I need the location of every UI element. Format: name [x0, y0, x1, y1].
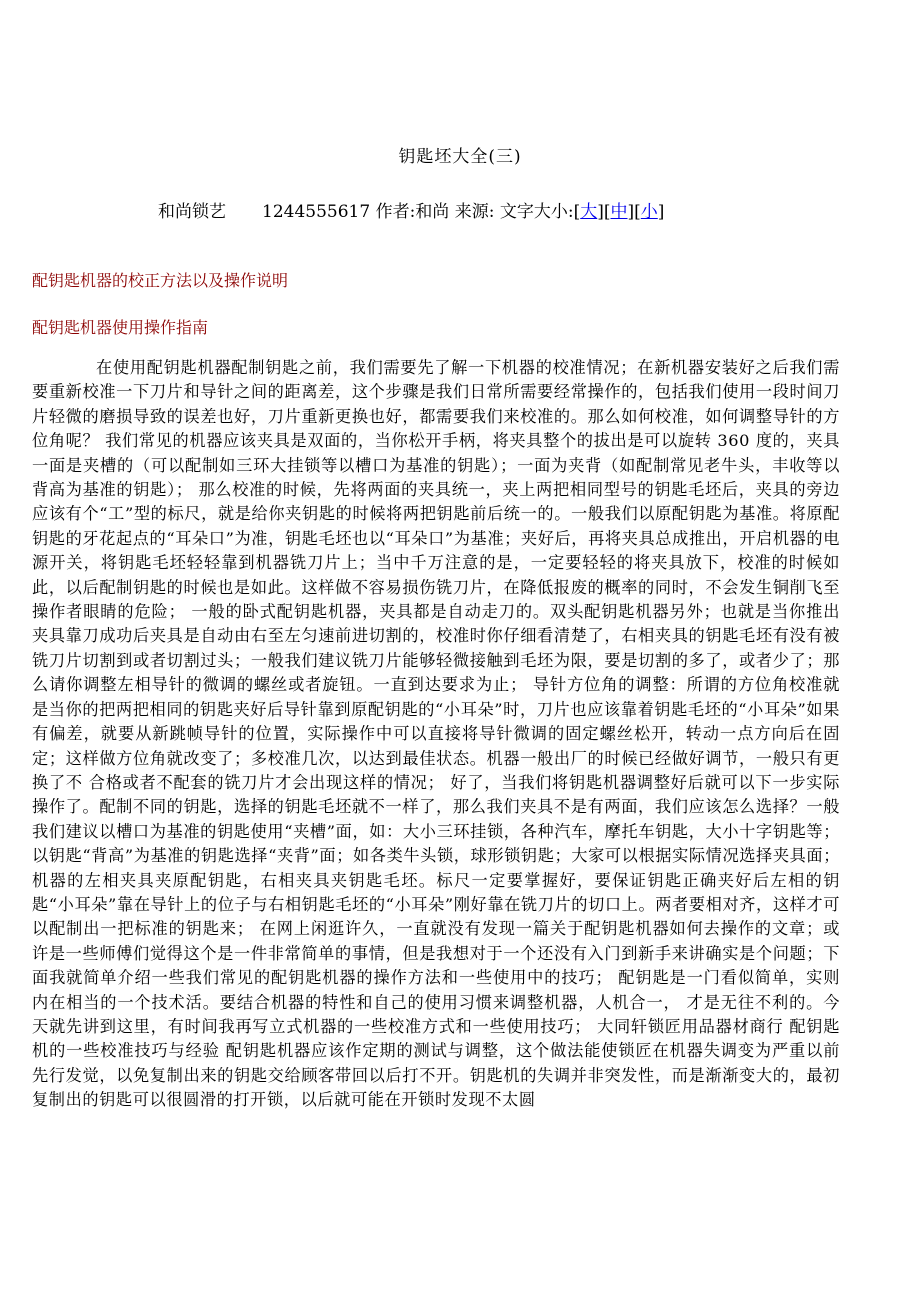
font-size-medium-link[interactable]: 中	[610, 202, 628, 222]
source-label: 来源:	[454, 202, 495, 222]
article-body: 在使用配钥匙机器配制钥匙之前，我们需要先了解一下机器的校准情况；在新机器安装好之后我们需要重新校准一下刀片和导针之间的距离差，这个步骤是我们日常所需要经常操作的，包括我们使用一段时间刀片轻微的磨损导致的误差也好，刀片重新更换也好，都需要我们来校准的。那么如何校准，如何调整导针的方位角呢？ 我们常见的机器应该夹具是双面的，当你松开手柄，将夹具整个的拔出是可以旋转 360 度的，夹具一面是夹槽的（可以配制如三环大挂锁等以槽口为基准的钥匙）；一面为夹背（如配制常见老牛头，丰收等以背高为基准的钥匙）； 那么校准的时候，先将两面的夹具统一，夹上两把相同型号的钥匙毛坯后，夹具的旁边应该有个“工”型的标尺，就是给你夹钥匙的时候将两把钥匙前后统一的。一般我们以原配钥匙为基准。将原配钥匙的牙花起点的“耳朵口”为准，钥匙毛坯也以“耳朵口”为基准；夹好后，再将夹具总成推出，开启机器的电源开关，将钥匙毛坯轻轻靠到机器铣刀片上；当中千万注意的是，一定要轻轻的将夹具放下，校准的时候如此，以后配制钥匙的时候也是如此。这样做不容易损伤铣刀片，在降低报废的概率的同时，不会发生铜削飞至操作者眼睛的危险； 一般的卧式配钥匙机器，夹具都是自动走刀的。双头配钥匙机器另外；也就是当你推出夹具靠刀成功后夹具是自动由右至左匀速前进切割的，校准时你仔细看清楚了，右相夹具的钥匙毛坯有没有被铣刀片切割到或者切割过头；一般我们建议铣刀片能够轻微接触到毛坯为限，要是切割的多了，或者少了；那么请你调整左相导针的微调的螺丝或者旋钮。一直到达要求为止； 导针方位角的调整：所谓的方位角校准就是当你的把两把相同的钥匙夹好后导针靠到原配钥匙的“小耳朵”时，刀片也应该靠着钥匙毛坯的“小耳朵”如果有偏差，就要从新跳帧导针的位置，实际操作中可以直接将导针微调的固定螺丝松开，转动一点方向后在固定；这样做方位角就改变了；多校准几次，以达到最佳状态。机器一般出厂的时候已经做好调节，一般只有更换了不 合格或者不配套的铣刀片才会出现这样的情况； 好了，当我们将钥匙机器调整好后就可以下一步实际操作了。配制不同的钥匙，选择的钥匙毛坯就不一样了，那么我们夹具不是有两面，我们应该怎么选择？一般我们建议以槽口为基准的钥匙使用“夹槽”面，如：大小三环挂锁，各种汽车，摩托车钥匙，大小十字钥匙等；以钥匙“背高”为基准的钥匙选择“夹背”面；如各类牛头锁，球形锁钥匙；大家可以根据实际情况选择夹具面； 机器的左相夹具夹原配钥匙，右相夹具夹钥匙毛坯。标尺一定要掌握好，要保证钥匙正确夹好后左相的钥匙“小耳朵”靠在导针上的位子与右相钥匙毛坯的“小耳朵”刚好靠在铣刀片的切口上。两者要相对齐，这样才可以配制出一把标准的钥匙来； 在网上闲逛许久，一直就没有发现一篇关于配钥匙机器如何去操作的文章；或许是一些师傅们觉得这个是一件非常简单的事情，但是我想对于一个还没有入门到新手来讲确实是个问题；下面我就简单介绍一些我们常见的配钥匙机器的操作方法和一些使用中的技巧； 配钥匙是一门看似简单，实则内在相当的一个技术活。要结合机器的特性和自己的使用习惯来调整机器，人机合一， 才是无往不利的。今天就先讲到这里，有时间我再写立式机器的一些校准方式和一些使用技巧； 大同轩锁匠用品器材商行 配钥匙机的一些校准技巧与经验 配钥匙机器应该作定期的测试与调整，这个做法能使锁匠在机器失调变为严重以前先行发觉，以免复制出来的钥匙交给顾客带回以后打不开。钥匙机的失调并非突发性，而是渐渐变大的，最初复制出的钥匙可以很圆滑的打开锁，以后就可能在开锁时发现不太圆	[32, 358, 840, 1110]
article-meta: 和尚锁艺 1244555617 作者:和尚 来源: 文字大小:[大][中][小]	[158, 202, 665, 222]
font-size-small-link[interactable]: 小	[640, 202, 658, 222]
page-title: 钥匙坯大全(三)	[398, 147, 522, 167]
font-size-label: 文字大小:	[499, 202, 574, 222]
author-name: 和尚	[415, 202, 450, 222]
author-label: 作者:	[375, 202, 416, 222]
font-size-large-link[interactable]: 大	[580, 202, 598, 222]
section-heading-guide: 配钥匙机器使用操作指南	[32, 318, 209, 337]
qq-number: 1244555617	[262, 202, 371, 222]
section-heading-calibration: 配钥匙机器的校正方法以及操作说明	[32, 271, 289, 290]
site-name: 和尚锁艺	[158, 202, 226, 222]
